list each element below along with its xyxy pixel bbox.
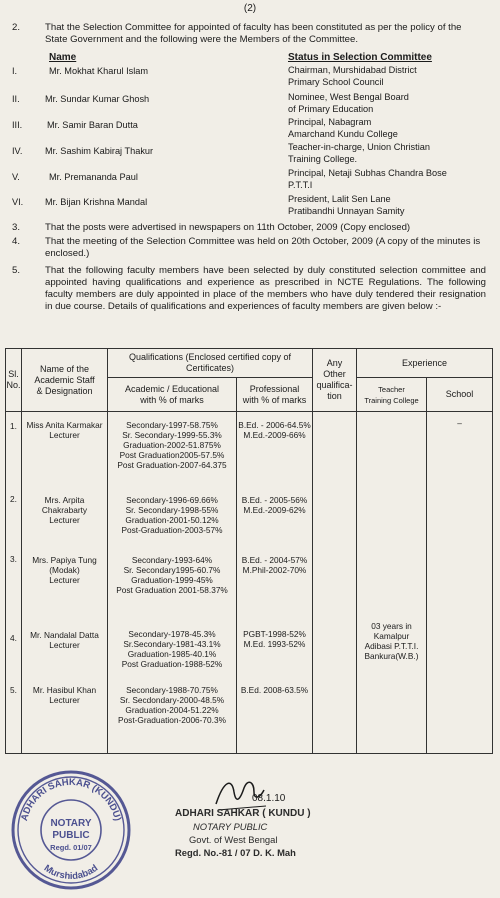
cell-other — [313, 490, 357, 550]
member-name: Mr. Sundar Kumar Ghosh — [45, 94, 150, 104]
member-status: Nominee, West Bengal Board of Primary Education — [288, 92, 409, 115]
svg-text:Murshidabad: Murshidabad — [41, 862, 101, 883]
col-header-school: School — [427, 378, 493, 412]
cell-name: Miss Anita Karmakar Lecturer — [22, 412, 108, 490]
cell-academic: Secondary-1997-58.75% Sr. Secondary-1999-55.3% Graduation-2002-51.875% Post Graduation2005-57.5% Post Graduation-2007-64.375 — [108, 412, 237, 490]
cell-sl: 1. — [6, 412, 22, 490]
member-status: Teacher-in-charge, Union Christian Training College. — [288, 142, 430, 165]
cell-sl: 4. — [6, 616, 22, 679]
cell-other — [313, 412, 357, 490]
svg-text:NOTARY: NOTARY — [50, 818, 92, 829]
cell-teacher-training — [357, 679, 427, 754]
cell-school — [427, 550, 493, 616]
table-row — [6, 550, 493, 616]
cell-sl: 3. — [6, 550, 22, 616]
col-header-teacher-training: Teacher Training College — [357, 378, 427, 412]
cell-professional: B.Ed. - 2006-64.5% M.Ed.-2009-66% — [237, 412, 313, 490]
cell-school — [427, 490, 493, 550]
col-header-academic: Academic / Educational with % of marks — [108, 378, 237, 412]
cell-other — [313, 616, 357, 679]
signatory-block — [175, 807, 311, 859]
faculty-table — [5, 348, 493, 754]
cell-teacher-training: 03 years in Kamalpur Adibasi P.T.T.I. Bankura(W.B.) — [357, 616, 427, 679]
cell-name: Mrs. Papiya Tung (Modak) Lecturer — [22, 550, 108, 616]
paragraph-text: That the following faculty members have been selected by duly constituted selection committee and appointed having qualifications and experience as prescribed in NCTE Regulations. The following faculty members are duly appointed in place of the members who have duly tendered their resignation in due course. Details of qualifications and experiences of faculty members are given below :- — [45, 265, 486, 312]
paragraph-number: 5. — [12, 265, 21, 276]
table-row — [6, 679, 493, 754]
paragraph-text: That the Selection Committee for appointed of faculty has been constituted as per the policy of the State Government and the following were the Members of the Committee. — [45, 22, 462, 45]
col-header-sl: Sl. No. — [6, 349, 22, 412]
member-name: Mr. Mokhat Kharul Islam — [49, 66, 149, 76]
member-name: Mr. Samir Baran Dutta — [47, 120, 138, 130]
paragraph-text: That the meeting of the Selection Committee was held on 20th October, 2009 (A copy of the minutes is enclosed.) — [45, 236, 481, 259]
table-header-row — [6, 349, 493, 378]
svg-text:ADHARI SAHKAR (KUNDU): ADHARI SAHKAR (KUNDU) — [18, 776, 123, 823]
cell-sl: 2. — [6, 490, 22, 550]
paragraph-2 — [12, 22, 474, 48]
member-status: President, Lalit Sen Lane Pratibandhi Unnayan Samity — [288, 194, 405, 217]
col-header-name: Name of the Academic Staff & Designation — [22, 349, 108, 412]
notary-stamp — [6, 766, 136, 893]
member-status: Chairman, Murshidabad District Primary School Council — [288, 65, 417, 88]
paragraph-4 — [12, 236, 482, 262]
cell-name: Mr. Nandalal Datta Lecturer — [22, 616, 108, 679]
cell-teacher-training — [357, 490, 427, 550]
member-number: III. — [12, 120, 23, 130]
col-header-experience: Experience — [357, 349, 493, 378]
cell-school — [427, 616, 493, 679]
paragraph-number: 3. — [12, 222, 21, 233]
paragraph-text: That the posts were advertised in newspapers on 11th October, 2009 (Copy enclosed) — [45, 222, 411, 233]
cell-name: Mrs. Arpita Chakrabarty Lecturer — [22, 490, 108, 550]
members-status-header: Status in Selection Committee — [288, 52, 432, 63]
cell-professional: PGBT-1998-52% M.Ed. 1993-52% — [237, 616, 313, 679]
cell-school — [427, 679, 493, 754]
paragraph-3 — [12, 222, 482, 235]
signatory-title: NOTARY PUBLIC — [193, 821, 268, 832]
page-number: (2) — [243, 3, 257, 14]
signatory-regd: Regd. No.-81 / 07 D. K. Mah — [175, 847, 296, 858]
member-status: Principal, Nabagram Amarchand Kundu College — [288, 117, 398, 140]
table-row — [6, 616, 493, 679]
member-number: VI. — [12, 197, 24, 207]
table-row — [6, 412, 493, 490]
cell-professional: B.Ed. - 2004-57% M.Phil-2002-70% — [237, 550, 313, 616]
col-header-other: Any Other qualifica- tion — [313, 349, 357, 412]
paragraph-number: 2. — [12, 22, 21, 33]
member-number: V. — [12, 172, 20, 182]
cell-name: Mr. Hasibul Khan Lecturer — [22, 679, 108, 754]
cell-other — [313, 550, 357, 616]
member-status: Principal, Netaji Subhas Chandra Bose P.T.T.I — [288, 168, 447, 191]
cell-academic: Secondary-1978-45.3% Sr.Secondary-1981-43.1% Graduation-1985-40.1% Post Graduation-1988-52% — [108, 616, 237, 679]
member-name: Mr. Premananda Paul — [49, 172, 138, 182]
svg-text:PUBLIC: PUBLIC — [52, 830, 90, 841]
paragraph-5 — [12, 265, 486, 335]
cell-academic: Secondary-1996-69.66% Sr. Secondary-1998-55% Graduation-2001-50.12% Post-Graduation-2003-57% — [108, 490, 237, 550]
member-number: IV. — [12, 146, 23, 156]
member-number: I. — [12, 66, 18, 76]
member-name: Mr. Bijan Krishna Mandal — [45, 197, 148, 207]
notary-seal-icon — [6, 766, 136, 893]
cell-academic: Secondary-1988-70.75% Sr. Secdondary-2000-48.5% Graduation-2004-51.22% Post-Graduation-2006-70.3% — [108, 679, 237, 754]
paragraph-number: 4. — [12, 236, 21, 247]
table-row — [6, 490, 493, 550]
svg-text:Regd. 01/07: Regd. 01/07 — [50, 843, 92, 852]
cell-teacher-training — [357, 550, 427, 616]
cell-teacher-training — [357, 412, 427, 490]
cell-school: – — [427, 412, 493, 490]
cell-professional: B.Ed. 2008-63.5% — [237, 679, 313, 754]
member-number: II. — [12, 94, 20, 104]
member-name: Mr. Sashim Kabiraj Thakur — [45, 146, 154, 156]
svg-text:08.1.10: 08.1.10 — [252, 793, 286, 804]
signatory-govt: Govt. of West Bengal — [189, 834, 278, 845]
col-header-qualifications: Qualifications (Enclosed certified copy of Certificates) — [108, 349, 313, 378]
cell-other — [313, 679, 357, 754]
cell-professional: B.Ed. - 2005-56% M.Ed.-2009-62% — [237, 490, 313, 550]
cell-sl: 5. — [6, 679, 22, 754]
signatory-name: ADHARI SAHKAR ( KUNDU ) — [175, 808, 311, 819]
cell-academic: Secondary-1993-64% Sr. Secondary1995-60.7% Graduation-1999-45% Post Graduation 2001-58.37% — [108, 550, 237, 616]
members-name-header: Name — [49, 52, 77, 63]
col-header-professional: Professional with % of marks — [237, 378, 313, 412]
